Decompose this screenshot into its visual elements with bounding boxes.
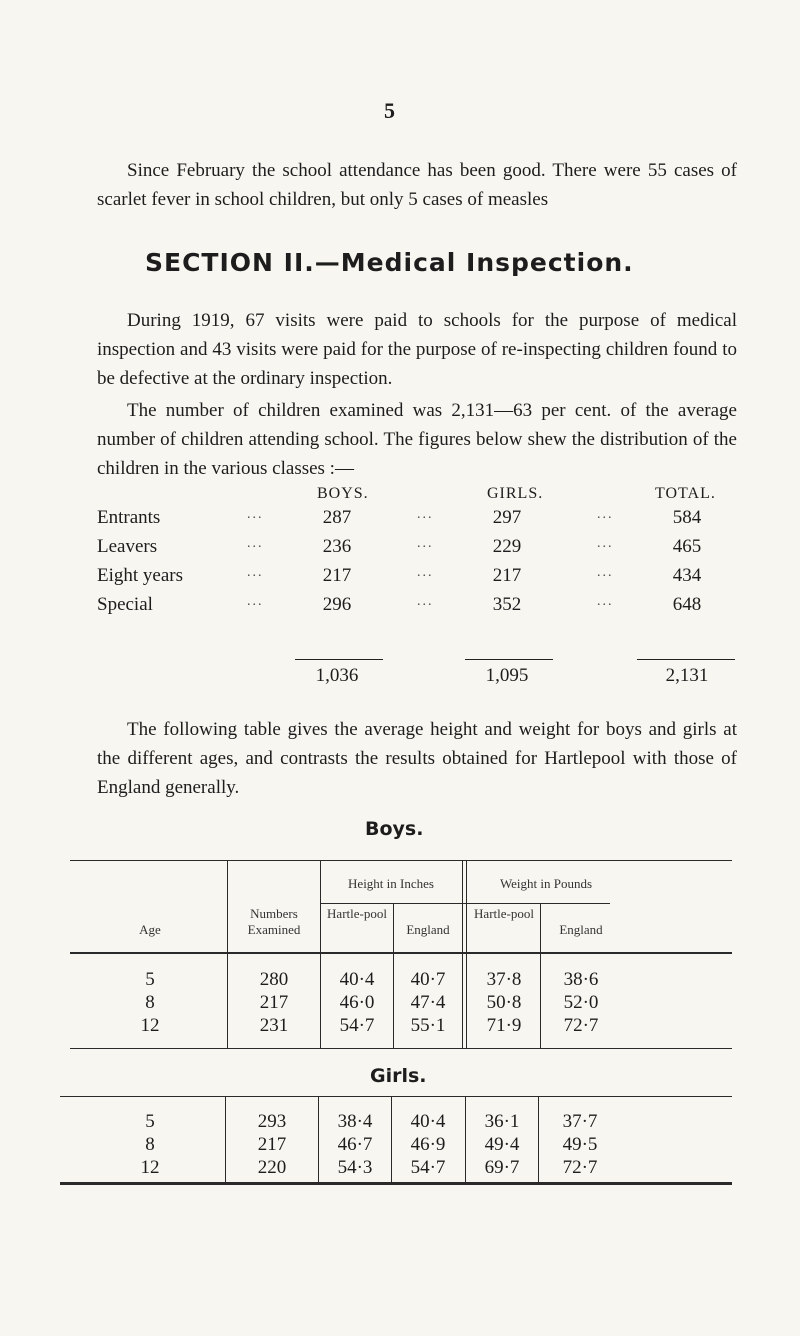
col-header-age: Age — [139, 922, 161, 937]
age-cell: 5 — [145, 969, 155, 990]
height-england-cell: 47·4 — [410, 992, 446, 1013]
girls-value: 217 — [492, 565, 522, 586]
column-divider — [462, 860, 463, 1049]
col-header-total: TOTAL. — [655, 485, 716, 502]
boys-value: 236 — [322, 536, 352, 557]
col-header-boys: BOYS. — [317, 485, 369, 502]
distribution-totals-row — [97, 665, 737, 691]
numbers-cell: 217 — [257, 1134, 287, 1155]
col-header-numbers-examined: Numbers Examined — [247, 906, 301, 937]
column-divider — [538, 1096, 539, 1183]
weight-hartlepool-cell: 37·8 — [486, 969, 522, 990]
leader-dots: ... — [247, 565, 264, 580]
leader-dots: ... — [597, 594, 614, 609]
table-rule — [60, 1096, 732, 1097]
height-england-cell: 55·1 — [410, 1015, 446, 1036]
weight-england-cell: 38·6 — [563, 969, 599, 990]
weight-hartlepool-cell: 49·4 — [484, 1134, 520, 1155]
boys-value: 287 — [322, 507, 352, 528]
distribution-row — [97, 594, 737, 620]
leader-dots: ... — [417, 594, 434, 609]
leader-dots: ... — [417, 565, 434, 580]
total-value: 465 — [672, 536, 702, 557]
distribution-row — [97, 536, 737, 562]
leader-dots: ... — [597, 565, 614, 580]
leader-dots: ... — [417, 536, 434, 551]
col-header-girls: GIRLS. — [487, 485, 544, 502]
leader-dots: ... — [417, 507, 434, 522]
grand-total: 2,131 — [665, 665, 709, 686]
sum-rule — [637, 659, 735, 660]
weight-england-cell: 72·7 — [563, 1015, 599, 1036]
row-label: Eight years — [97, 565, 184, 586]
column-divider — [391, 1096, 392, 1183]
boys-table-title: Boys. — [365, 818, 424, 840]
row-label: Special — [97, 594, 153, 615]
weight-england-cell: 49·5 — [562, 1134, 598, 1155]
numbers-cell: 220 — [257, 1157, 287, 1178]
row-label: Entrants — [97, 507, 161, 528]
column-divider — [225, 1096, 226, 1183]
height-england-cell: 54·7 — [410, 1157, 446, 1178]
group-header-weight: Weight in Pounds — [499, 876, 593, 891]
girls-value: 352 — [492, 594, 522, 615]
col-header-england-weight: England — [559, 922, 603, 937]
boys-total: 1,036 — [315, 665, 359, 686]
age-cell: 8 — [145, 992, 155, 1013]
weight-england-cell: 37·7 — [562, 1111, 598, 1132]
table-rule — [70, 952, 732, 954]
boys-value: 217 — [322, 565, 352, 586]
age-cell: 12 — [140, 1015, 160, 1036]
paragraph-visits: During 1919, 67 visits were paid to schools for the purpose of medical inspection and 43 visits were paid for the purpose of re-inspecting children found to be defective at the ordinary inspection. — [97, 310, 737, 389]
row-label: Leavers — [97, 536, 158, 557]
table-rule — [60, 1182, 732, 1185]
boys-value: 296 — [322, 594, 352, 615]
total-value: 584 — [672, 507, 702, 528]
leader-dots: ... — [247, 507, 264, 522]
weight-hartlepool-cell: 71·9 — [486, 1015, 522, 1036]
age-cell: 5 — [145, 1111, 155, 1132]
weight-hartlepool-cell: 50·8 — [486, 992, 522, 1013]
col-header-england-height: England — [406, 922, 450, 937]
numbers-cell: 293 — [257, 1111, 287, 1132]
table-rule — [70, 1048, 732, 1049]
column-divider — [227, 860, 228, 1049]
leader-dots: ... — [247, 594, 264, 609]
section-heading: SECTION II.—Medical Inspection. — [145, 248, 634, 277]
col-header-hartlepool-height: Hartle-pool — [327, 906, 387, 921]
sum-rule — [465, 659, 553, 660]
paragraph-attendance: Since February the school attendance has been good. There were 55 cases of scarlet fever in school children, but only 5 cases of measles — [97, 160, 737, 210]
height-england-cell: 40·7 — [410, 969, 446, 990]
numbers-cell: 217 — [259, 992, 289, 1013]
leader-dots: ... — [597, 536, 614, 551]
distribution-row — [97, 565, 737, 591]
page-number: 5 — [384, 98, 395, 123]
numbers-cell: 280 — [259, 969, 289, 990]
weight-hartlepool-cell: 69·7 — [484, 1157, 520, 1178]
sum-rule — [295, 659, 383, 660]
leader-dots: ... — [247, 536, 264, 551]
leader-dots: ... — [597, 507, 614, 522]
table-rule — [70, 860, 732, 861]
height-hartlepool-cell: 46·0 — [339, 992, 375, 1013]
weight-hartlepool-cell: 36·1 — [484, 1111, 520, 1132]
col-header-hartlepool-weight: Hartle-pool — [474, 906, 534, 921]
paragraph-children-examined: The number of children examined was 2,131—63 per cent. of the average number of children attending school. The figures below shew the distribution of the children in the various classes :— — [97, 400, 737, 479]
height-hartlepool-cell: 40·4 — [339, 969, 375, 990]
weight-england-cell: 72·7 — [562, 1157, 598, 1178]
numbers-cell: 231 — [259, 1015, 289, 1036]
height-hartlepool-cell: 54·7 — [339, 1015, 375, 1036]
total-value: 434 — [672, 565, 702, 586]
height-england-cell: 40·4 — [410, 1111, 446, 1132]
weight-england-cell: 52·0 — [563, 992, 599, 1013]
girls-table-title: Girls. — [370, 1065, 427, 1087]
age-cell: 12 — [140, 1157, 160, 1178]
height-hartlepool-cell: 54·3 — [337, 1157, 373, 1178]
total-value: 648 — [672, 594, 702, 615]
column-divider — [318, 1096, 319, 1183]
girls-value: 229 — [492, 536, 522, 557]
group-header-height: Height in Inches — [348, 876, 434, 891]
distribution-row — [97, 507, 737, 533]
girls-value: 297 — [492, 507, 522, 528]
height-hartlepool-cell: 38·4 — [337, 1111, 373, 1132]
paragraph-height-weight: The following table gives the average height and weight for boys and girls at the different ages, and contrasts the results obtained for Hartlepool with those of England generally. — [97, 719, 737, 798]
height-england-cell: 46·9 — [410, 1134, 446, 1155]
girls-total: 1,095 — [485, 665, 529, 686]
table-rule — [320, 903, 610, 904]
age-cell: 8 — [145, 1134, 155, 1155]
height-hartlepool-cell: 46·7 — [337, 1134, 373, 1155]
